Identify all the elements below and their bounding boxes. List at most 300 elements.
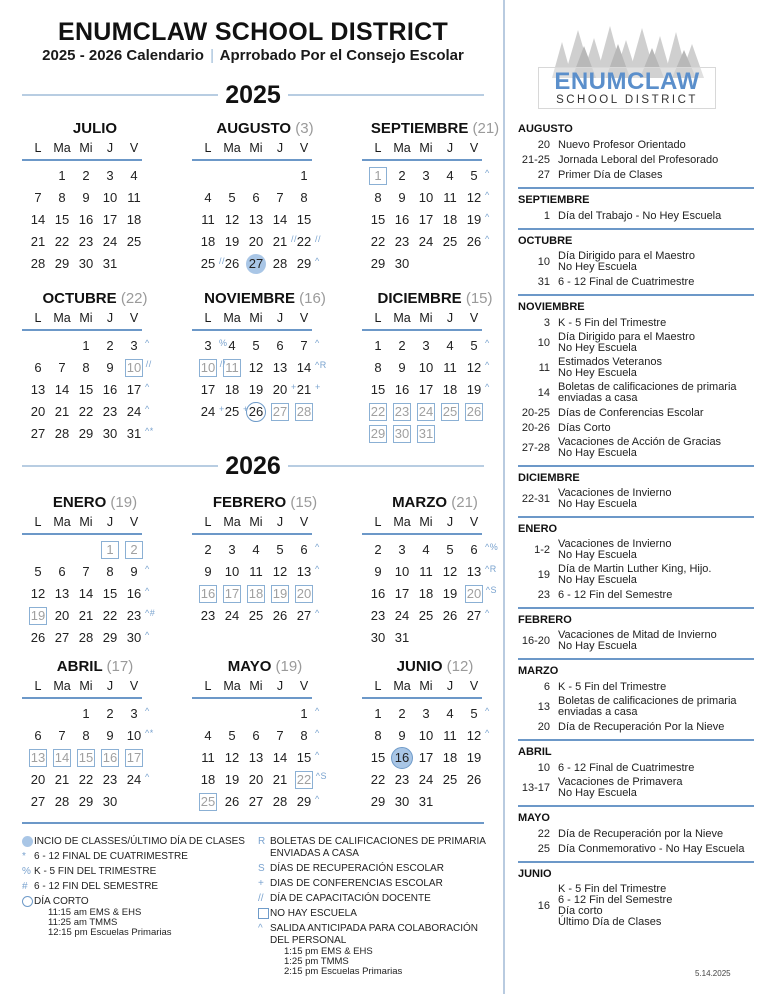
day-marker: ^: [485, 338, 490, 348]
day-number: 5: [228, 190, 236, 205]
event-date: 14: [537, 387, 550, 399]
day-number: 17: [224, 586, 240, 601]
event-text: [558, 140, 686, 151]
day-cell-short: [244, 401, 268, 423]
day-cell: [366, 725, 390, 747]
legend-detail: 11:25 am TMMS: [48, 917, 118, 928]
year-heading-2026: [22, 451, 484, 481]
weekday-label: Ma: [393, 311, 411, 325]
event-text: [558, 170, 663, 181]
day-number: 1: [374, 706, 382, 721]
day-cell: [26, 253, 50, 275]
day-cell: [196, 231, 220, 253]
day-marker: ^: [315, 256, 320, 266]
day-cell: [414, 187, 438, 209]
day-number: 2: [398, 706, 406, 721]
day-number: 12: [442, 564, 458, 579]
weekday-label: Mi: [419, 141, 433, 155]
day-cell-nohay: [26, 605, 50, 627]
day-cell: [390, 209, 414, 231]
day-cell: [98, 209, 122, 231]
day-cell: [414, 747, 438, 769]
day-number: 13: [272, 360, 288, 375]
day-number: 9: [398, 360, 406, 375]
day-number: 17: [102, 212, 118, 227]
legend-symbol: #: [22, 881, 28, 892]
weekday-label: L: [34, 141, 42, 155]
day-number: 2: [106, 338, 114, 353]
weekday-header: [26, 139, 170, 157]
weekday-header: [366, 513, 510, 531]
empty-cell: [268, 165, 292, 187]
day-number: 18: [126, 212, 142, 227]
day-number: 29 ^: [295, 791, 313, 813]
day-number: 29: [370, 426, 386, 441]
day-number: 21: [78, 608, 94, 623]
day-number: 25 //: [199, 253, 217, 275]
day-number: 29: [370, 256, 386, 271]
divider: [192, 159, 312, 161]
day-number: 5: [252, 338, 260, 353]
day-number: 15: [78, 750, 94, 765]
month-junio: [360, 657, 510, 813]
event-line: Vacaciones de Acción de Gracias: [558, 436, 722, 448]
day-cell: [414, 605, 438, 627]
day-number: 17: [418, 750, 434, 765]
day-number: 27 ^: [465, 605, 483, 627]
year-label: 2026: [225, 451, 281, 480]
day-cell: [244, 209, 268, 231]
month-title: [190, 119, 340, 139]
event-text: [558, 777, 683, 799]
legend-item: [258, 893, 498, 905]
weekday-label: L: [204, 679, 212, 693]
event-text: [558, 564, 711, 586]
day-number: 10 ^*: [125, 725, 143, 747]
day-number: 20: [296, 586, 312, 601]
weekday-label: V: [299, 515, 309, 529]
day-number: 8: [300, 190, 308, 205]
legend-text: DIAS DE CONFERENCIAS ESCOLAR: [270, 878, 443, 889]
day-number: 30: [370, 630, 386, 645]
day-number: 23: [200, 608, 216, 623]
month-name: MAYO: [227, 658, 272, 675]
day-cell: [390, 187, 414, 209]
event-line: K - 5 Fin del Trimestre: [558, 883, 667, 895]
event-line: No Hey Escuela: [558, 261, 637, 273]
day-number: 9: [398, 190, 406, 205]
day-number: 29: [54, 256, 70, 271]
day-number: 25: [248, 608, 264, 623]
weekday-label: Ma: [393, 515, 411, 529]
day-number: 14: [30, 212, 46, 227]
event-date: 11: [538, 362, 550, 374]
divider: [362, 533, 482, 535]
event-row: [518, 210, 754, 222]
weekday-label: Mi: [79, 311, 93, 325]
day-cell: [414, 725, 438, 747]
day-cell: [50, 379, 74, 401]
day-number: 10: [394, 564, 410, 579]
day-number: 10: [224, 564, 240, 579]
day-cell: [74, 561, 98, 583]
day-cell-nohay: [462, 583, 497, 605]
legend-text: 6 - 12 FIN DEL SEMESTRE: [34, 881, 159, 892]
day-number: 15: [78, 382, 94, 397]
event-date: 22-31: [521, 493, 550, 505]
day-number: 20: [30, 404, 46, 419]
day-cell: [462, 747, 486, 769]
day-number: 1: [374, 338, 382, 353]
event-month: SEPTIEMBRE: [518, 194, 590, 206]
day-cell: [462, 703, 490, 725]
events-list: [518, 122, 754, 938]
divider: [192, 697, 312, 699]
day-cell: [98, 703, 122, 725]
day-cell: [98, 379, 122, 401]
event-date: 19: [537, 569, 550, 581]
day-number: 1: [82, 706, 90, 721]
day-cell: [98, 231, 122, 253]
day-number: 27: [54, 630, 70, 645]
day-cell: [462, 209, 490, 231]
day-number: 13 ^: [295, 561, 313, 583]
day-number: 25: [200, 794, 216, 809]
day-cell: [74, 423, 98, 445]
day-cell: [220, 401, 249, 423]
weekday-label: Mi: [79, 679, 93, 693]
day-marker: ^: [145, 706, 150, 716]
weekday-label: L: [34, 311, 42, 325]
day-number: 18: [442, 212, 458, 227]
day-cell-nohay: [292, 769, 327, 791]
day-cell: [292, 561, 320, 583]
day-cell: [50, 627, 74, 649]
weekday-header: [366, 309, 510, 327]
empty-cell: [268, 703, 292, 725]
day-cell: [196, 401, 225, 423]
day-grid: [26, 165, 170, 275]
day-cell: [268, 231, 298, 253]
event-row: [518, 488, 754, 510]
day-marker: ^: [315, 728, 320, 738]
month-julio: [20, 119, 170, 275]
day-cell: [220, 791, 244, 813]
day-number: 22: [54, 234, 70, 249]
day-number: 7: [276, 728, 284, 743]
day-marker: ^: [485, 360, 490, 370]
day-cell: [244, 357, 268, 379]
month-title: [360, 289, 510, 309]
weekday-label: J: [106, 515, 114, 529]
event-row: [518, 382, 754, 404]
day-number: 1: [82, 338, 90, 353]
day-number: 25: [418, 608, 434, 623]
day-cell: [292, 605, 320, 627]
day-cell: [390, 253, 414, 275]
day-number: 27: [30, 794, 46, 809]
weekday-label: Mi: [79, 515, 93, 529]
month-name: JULIO: [72, 120, 118, 137]
day-marker: //: [219, 256, 226, 266]
day-number: 21 +: [295, 379, 313, 401]
event-line: Días de Conferencias Escolar: [558, 406, 704, 419]
day-number: 10: [418, 360, 434, 375]
day-cell: [196, 769, 220, 791]
day-number: 15: [102, 586, 118, 601]
day-cell-nohay: [196, 791, 220, 813]
day-number: 17: [200, 382, 216, 397]
event-date: 16: [537, 900, 550, 912]
day-number: 12: [248, 360, 264, 375]
day-cell-last: [390, 747, 414, 769]
day-cell: [98, 165, 122, 187]
event-date: 1: [543, 210, 550, 222]
day-marker: ^S: [315, 771, 327, 781]
event-line: 6 - 12 Fin del Semestre: [558, 588, 673, 601]
day-number: 18: [442, 750, 458, 765]
day-number: 30: [394, 794, 410, 809]
day-cell: [220, 725, 244, 747]
day-cell: [292, 231, 322, 253]
day-cell: [366, 769, 390, 791]
divider: [22, 822, 484, 824]
day-cell: [74, 253, 98, 275]
event-line: Día Conmemorativo - No Hay Escuela: [558, 842, 745, 855]
day-number: 22 ^S: [296, 771, 327, 787]
legend-symbol: %: [22, 866, 31, 877]
weekday-header: [26, 309, 170, 327]
month-febrero: [190, 493, 340, 627]
day-cell: [414, 231, 438, 253]
day-cell: [74, 627, 98, 649]
month-name: SEPTIEMBRE: [370, 120, 469, 137]
event-row: [518, 696, 754, 718]
event-row: [518, 317, 754, 329]
day-number: 14 ^R: [295, 357, 313, 379]
day-cell: [390, 561, 414, 583]
weekday-label: V: [469, 679, 479, 693]
divider: [22, 94, 218, 96]
event-line: No Hay Escuela: [558, 498, 637, 510]
day-number: 15: [370, 750, 386, 765]
day-cell: [414, 769, 438, 791]
day-number: 27 ^: [295, 605, 313, 627]
day-cell: [26, 401, 50, 423]
weekday-label: L: [374, 311, 382, 325]
day-number: 24: [418, 772, 434, 787]
day-marker: ^: [315, 542, 320, 552]
day-number: 19: [224, 234, 240, 249]
day-cell: [74, 357, 98, 379]
day-number: 24 ^: [125, 401, 143, 423]
day-number: 1: [58, 168, 66, 183]
month-augusto: [190, 119, 340, 275]
day-number: 22: [370, 404, 386, 419]
subtitle-separator: |: [210, 47, 214, 64]
day-cell: [268, 791, 292, 813]
legend-text: DÍA CORTO: [34, 896, 89, 907]
day-number: 21: [54, 404, 70, 419]
day-cell-nohay: [122, 539, 146, 561]
day-cell: [390, 165, 414, 187]
day-cell: [292, 187, 316, 209]
day-number: 8: [374, 728, 382, 743]
day-number: 4: [204, 190, 212, 205]
event-row: [518, 422, 754, 434]
day-cell: [196, 561, 220, 583]
day-number: 25 +: [223, 401, 241, 423]
day-number: 3: [106, 168, 114, 183]
day-cell: [462, 187, 490, 209]
legend-detail: 11:15 am EMS & EHS: [48, 907, 142, 918]
event-line: K - 5 Fin del Trimestre: [558, 680, 667, 693]
day-number: 18: [442, 382, 458, 397]
day-marker: ^: [145, 586, 150, 596]
day-cell: [98, 335, 122, 357]
month-diciembre: [360, 289, 510, 445]
day-number: 9 ^: [125, 561, 143, 583]
month-title: [360, 657, 510, 677]
day-number: 16: [200, 586, 216, 601]
weekday-label: L: [374, 141, 382, 155]
day-grid: [366, 703, 510, 813]
circle-outline-icon: [22, 896, 33, 907]
weekday-label: Ma: [223, 515, 241, 529]
weekday-label: J: [446, 515, 454, 529]
day-marker: ^%: [485, 542, 499, 552]
day-number: 3: [228, 542, 236, 557]
day-marker: ^: [485, 728, 490, 738]
day-number: 30: [102, 794, 118, 809]
day-number: 3 ^: [125, 335, 143, 357]
day-cell: [244, 539, 268, 561]
event-line: Boletas de calificaciones de primaria: [558, 695, 737, 707]
day-cell: [414, 379, 438, 401]
day-cell-nohay: [196, 357, 226, 379]
divider: [362, 329, 482, 331]
day-cell: [98, 605, 122, 627]
month-name: OCTUBRE: [42, 290, 117, 307]
event-line: No Hay Escuela: [558, 640, 637, 652]
day-number: 5 ^: [465, 703, 483, 725]
day-cell: [220, 253, 244, 275]
empty-cell: [50, 539, 74, 561]
event-line: Vacaciones de Invierno: [558, 487, 672, 499]
event-month: ENERO: [518, 523, 558, 535]
day-cell-nohay: [414, 423, 438, 445]
legend-detail: 12:15 pm Escuelas Primarias: [48, 927, 172, 938]
weekday-label: J: [446, 311, 454, 325]
weekday-label: L: [34, 515, 42, 529]
day-marker: ^*: [145, 728, 154, 738]
day-number: 7: [58, 728, 66, 743]
day-number: 12 ^: [465, 357, 483, 379]
day-cell: [98, 357, 122, 379]
event-line: Vacaciones de Mitad de Invierno: [558, 629, 717, 641]
event-line: Nuevo Profesor Orientado: [558, 138, 686, 151]
day-cell: [292, 379, 321, 401]
event-line: No Hey Escuela: [558, 342, 637, 354]
day-number: 31: [418, 426, 434, 441]
day-cell: [122, 335, 150, 357]
day-number: 5 ^: [465, 335, 483, 357]
day-number: 11: [249, 564, 263, 579]
day-cell-nohay: [268, 583, 292, 605]
day-marker: ^: [485, 190, 490, 200]
legend-right: [258, 836, 498, 980]
day-cell: [438, 187, 462, 209]
day-number: 5 ^: [465, 165, 483, 187]
day-number: 7: [276, 190, 284, 205]
legend-left: [22, 836, 252, 941]
day-cell: [366, 187, 390, 209]
divider: [288, 94, 484, 96]
day-cell: [462, 539, 499, 561]
day-number: 1: [300, 168, 308, 183]
day-cell: [74, 335, 98, 357]
event-line: 6 - 12 Final de Cuatrimestre: [558, 275, 695, 288]
day-cell: [122, 561, 150, 583]
event-date: 10: [537, 256, 550, 268]
day-number: 29 ^: [295, 253, 313, 275]
school-day-count: (12): [446, 658, 474, 675]
event-month: ABRIL: [518, 746, 552, 758]
day-grid: [196, 335, 340, 423]
day-number: 22: [370, 772, 386, 787]
weekday-label: L: [204, 515, 212, 529]
day-number: 10: [102, 190, 118, 205]
day-cell: [268, 335, 292, 357]
event-text: [558, 539, 672, 561]
day-cell: [244, 335, 268, 357]
day-number: 23 ^#: [125, 605, 143, 627]
event-line: Último Día de Clases: [558, 916, 662, 928]
event-line: Día Dirigido para el Maestro: [558, 331, 695, 343]
day-cell: [390, 379, 414, 401]
event-line: 6 - 12 Final de Cuatrimestre: [558, 761, 695, 774]
day-number: 7: [58, 360, 66, 375]
day-number: 24: [418, 234, 434, 249]
day-number: 11: [443, 728, 457, 743]
day-cell: [292, 539, 320, 561]
day-number: 14: [78, 586, 94, 601]
day-cell: [390, 539, 414, 561]
day-cell: [244, 561, 268, 583]
day-number: 29: [370, 794, 386, 809]
event-date: 13-17: [521, 782, 550, 794]
day-cell: [98, 253, 122, 275]
day-cell: [74, 725, 98, 747]
legend-item: [22, 881, 252, 893]
weekday-label: V: [469, 515, 479, 529]
weekday-label: Mi: [249, 311, 263, 325]
day-number: 8: [58, 190, 66, 205]
legend-symbol: +: [258, 878, 264, 889]
legend-text: DÍA DE CAPACITACIÓN DOCENTE: [270, 893, 431, 904]
day-cell: [98, 561, 122, 583]
school-day-count: (21): [451, 494, 478, 511]
event-line: Día de Recuperación Por la Nieve: [558, 720, 725, 733]
day-marker: ^#: [145, 608, 156, 618]
day-cell: [462, 231, 490, 253]
month-title: [20, 657, 170, 677]
school-day-count: (15): [465, 290, 493, 307]
weekday-label: J: [106, 311, 114, 325]
day-cell-nohay: [462, 401, 486, 423]
event-text: [558, 696, 737, 718]
event-row: [518, 539, 754, 561]
